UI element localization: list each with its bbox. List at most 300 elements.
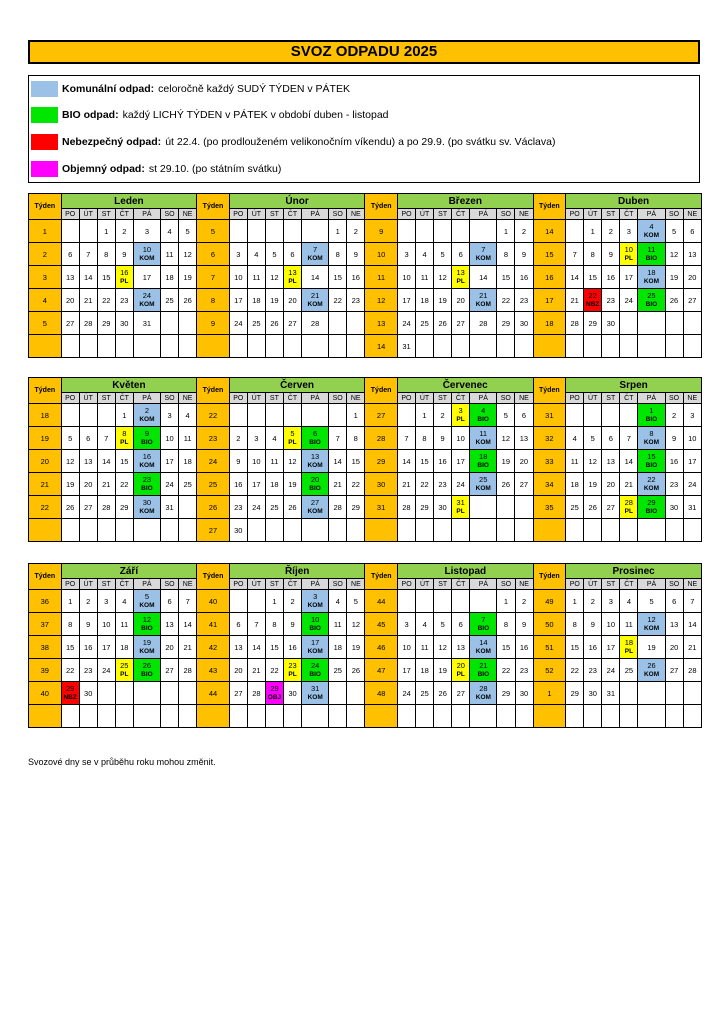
day-cell bbox=[398, 613, 416, 636]
collection-label: PL bbox=[120, 278, 129, 285]
day-cell bbox=[434, 636, 452, 659]
day-number: 22 bbox=[102, 295, 111, 305]
day-cell bbox=[229, 473, 247, 496]
day-header: PO bbox=[566, 209, 584, 220]
day-cell bbox=[602, 590, 620, 613]
collection-day-pl bbox=[452, 496, 470, 519]
day-number: 4 bbox=[422, 249, 427, 259]
day-cell bbox=[97, 682, 115, 705]
day-cell bbox=[452, 289, 470, 312]
legend-row-nbz bbox=[31, 133, 555, 151]
day-cell bbox=[79, 266, 97, 289]
day-header: SO bbox=[665, 579, 683, 590]
day-cell bbox=[434, 312, 452, 335]
week-row bbox=[29, 473, 702, 496]
day-cell bbox=[247, 450, 265, 473]
day-number: 18 bbox=[479, 452, 488, 461]
day-cell bbox=[602, 404, 620, 427]
day-number: 5 bbox=[440, 619, 445, 629]
day-cell bbox=[515, 636, 533, 659]
collection-label: PL bbox=[288, 439, 297, 446]
day-cell bbox=[133, 705, 160, 728]
day-number: 19 bbox=[669, 272, 679, 282]
week-number: 31 bbox=[533, 404, 566, 427]
day-number: 28 bbox=[183, 665, 192, 675]
day-cell bbox=[497, 473, 515, 496]
day-number: 17 bbox=[624, 272, 633, 282]
month-name-srpen: Srpen bbox=[566, 378, 702, 393]
day-header: PÁ bbox=[302, 209, 329, 220]
day-number: 14 bbox=[479, 638, 488, 647]
day-cell bbox=[665, 312, 683, 335]
day-cell bbox=[302, 266, 329, 289]
day-cell bbox=[133, 312, 160, 335]
day-cell bbox=[347, 427, 365, 450]
collection-label: PL bbox=[456, 508, 465, 515]
day-cell bbox=[584, 335, 602, 358]
day-number: 18 bbox=[183, 456, 192, 466]
day-cell bbox=[329, 427, 347, 450]
day-cell bbox=[470, 496, 497, 519]
day-cell bbox=[115, 289, 133, 312]
day-number: 9 bbox=[122, 249, 127, 259]
day-number: 19 bbox=[501, 456, 510, 466]
day-cell bbox=[97, 496, 115, 519]
day-number: 29 bbox=[120, 502, 129, 512]
day-number: 2 bbox=[122, 226, 127, 236]
collection-day-kom bbox=[638, 659, 665, 682]
day-number: 24 bbox=[624, 295, 633, 305]
week-number: 13 bbox=[365, 312, 398, 335]
week-number: 34 bbox=[533, 473, 566, 496]
day-number: 19 bbox=[588, 479, 597, 489]
day-cell bbox=[584, 450, 602, 473]
week-row bbox=[29, 519, 702, 542]
day-header: ČT bbox=[115, 209, 133, 220]
day-cell bbox=[329, 636, 347, 659]
day-number: 23 bbox=[288, 661, 297, 670]
day-cell bbox=[265, 266, 283, 289]
week-number: 46 bbox=[365, 636, 398, 659]
day-cell bbox=[61, 705, 79, 728]
day-cell bbox=[265, 496, 283, 519]
day-cell bbox=[61, 613, 79, 636]
day-number: 25 bbox=[120, 661, 129, 670]
day-cell bbox=[416, 312, 434, 335]
collection-day-nbz bbox=[61, 682, 79, 705]
week-row bbox=[29, 450, 702, 473]
collection-label: BIO bbox=[141, 439, 153, 446]
day-cell bbox=[247, 519, 265, 542]
day-header: ÚT bbox=[247, 393, 265, 404]
day-number: 28 bbox=[570, 318, 579, 328]
week-number: 6 bbox=[197, 243, 230, 266]
day-header: ST bbox=[434, 579, 452, 590]
day-cell bbox=[497, 220, 515, 243]
collection-label: BIO bbox=[309, 625, 321, 632]
day-header: PÁ bbox=[470, 579, 497, 590]
day-number: 11 bbox=[479, 429, 488, 438]
day-header: ST bbox=[265, 209, 283, 220]
day-header: NE bbox=[347, 209, 365, 220]
day-number: 6 bbox=[672, 596, 677, 606]
day-cell bbox=[470, 519, 497, 542]
day-cell bbox=[683, 705, 701, 728]
day-number: 21 bbox=[183, 642, 192, 652]
day-number: 16 bbox=[519, 272, 529, 282]
day-number: 30 bbox=[234, 525, 243, 535]
collection-day-bio bbox=[638, 450, 665, 473]
day-header: SO bbox=[665, 393, 683, 404]
collection-day-kom bbox=[133, 450, 160, 473]
day-header: ST bbox=[434, 393, 452, 404]
day-number: 12 bbox=[438, 642, 447, 652]
month-name-rijen: Říjen bbox=[229, 564, 365, 579]
day-cell bbox=[434, 590, 452, 613]
day-number: 19 bbox=[647, 642, 656, 652]
day-cell bbox=[584, 659, 602, 682]
day-number: 21 bbox=[479, 661, 488, 670]
day-number: 7 bbox=[313, 245, 318, 254]
day-number: 18 bbox=[333, 642, 342, 652]
day-cell bbox=[79, 496, 97, 519]
day-number: 21 bbox=[402, 479, 411, 489]
day-cell bbox=[602, 450, 620, 473]
day-cell bbox=[665, 473, 683, 496]
collection-day-kom bbox=[470, 427, 497, 450]
day-cell bbox=[161, 427, 179, 450]
day-cell bbox=[397, 404, 415, 427]
day-cell bbox=[179, 473, 197, 496]
day-cell bbox=[97, 613, 115, 636]
day-cell bbox=[265, 450, 283, 473]
day-number: 20 bbox=[456, 661, 465, 670]
day-number: 13 bbox=[234, 642, 243, 652]
day-cell bbox=[665, 427, 683, 450]
day-cell bbox=[179, 682, 197, 705]
day-cell bbox=[566, 266, 584, 289]
day-number: 28 bbox=[688, 665, 697, 675]
day-number: 14 bbox=[102, 456, 111, 466]
day-cell bbox=[161, 266, 179, 289]
day-number: 30 bbox=[519, 688, 529, 698]
day-cell bbox=[79, 450, 97, 473]
month-name-zari: Září bbox=[61, 564, 197, 579]
week-row bbox=[29, 220, 702, 243]
day-number: 13 bbox=[65, 272, 75, 282]
day-cell bbox=[302, 220, 329, 243]
day-cell bbox=[566, 220, 584, 243]
day-header: SO bbox=[665, 209, 683, 220]
collection-day-bio bbox=[470, 613, 497, 636]
collection-label: KOM bbox=[139, 255, 155, 262]
day-cell bbox=[566, 427, 584, 450]
week-number: 36 bbox=[29, 590, 62, 613]
day-number: 21 bbox=[624, 479, 633, 489]
day-number: 16 bbox=[519, 642, 529, 652]
day-cell bbox=[584, 312, 602, 335]
collection-day-kom bbox=[470, 636, 497, 659]
day-cell bbox=[497, 335, 515, 358]
day-number: 19 bbox=[351, 642, 361, 652]
day-number: 9 bbox=[440, 433, 445, 443]
day-number: 1 bbox=[272, 596, 277, 606]
day-header: NE bbox=[515, 393, 533, 404]
day-cell bbox=[566, 289, 584, 312]
day-number: 4 bbox=[272, 433, 277, 443]
day-number: 9 bbox=[353, 249, 358, 259]
week-number bbox=[533, 335, 566, 358]
month-name-kveten: Květen bbox=[61, 378, 197, 393]
day-number: 15 bbox=[588, 272, 597, 282]
day-number: 15 bbox=[102, 272, 111, 282]
day-cell bbox=[284, 613, 302, 636]
legend-label-obj: Objemný odpad: bbox=[62, 163, 145, 175]
collection-label: BIO bbox=[477, 671, 490, 678]
day-cell bbox=[115, 404, 133, 427]
day-header: SO bbox=[161, 393, 179, 404]
day-cell bbox=[665, 636, 683, 659]
day-cell bbox=[265, 636, 283, 659]
day-number: 3 bbox=[144, 226, 150, 236]
week-row bbox=[29, 243, 702, 266]
collection-label: KOM bbox=[643, 278, 660, 285]
day-number: 20 bbox=[669, 642, 679, 652]
day-cell bbox=[79, 659, 97, 682]
collection-label: BIO bbox=[477, 462, 489, 469]
day-number: 7 bbox=[254, 619, 259, 629]
day-cell bbox=[416, 243, 434, 266]
day-header: PÁ bbox=[302, 579, 329, 590]
day-number: 15 bbox=[333, 272, 342, 282]
day-number: 24 bbox=[688, 479, 697, 489]
day-number: 21 bbox=[102, 479, 111, 489]
collection-day-kom bbox=[133, 243, 160, 266]
day-number: 10 bbox=[688, 433, 697, 443]
day-number: 3 bbox=[167, 410, 172, 420]
day-cell bbox=[620, 404, 638, 427]
day-number: 29 bbox=[351, 502, 360, 512]
day-number: 11 bbox=[420, 642, 429, 652]
day-cell bbox=[133, 682, 160, 705]
day-header: ČT bbox=[452, 209, 470, 220]
day-number: 8 bbox=[68, 619, 73, 629]
day-number: 28 bbox=[333, 502, 342, 512]
week-number: 20 bbox=[29, 450, 62, 473]
day-cell bbox=[61, 427, 79, 450]
day-number: 23 bbox=[519, 665, 529, 675]
day-cell bbox=[415, 450, 433, 473]
week-number: 23 bbox=[197, 427, 230, 450]
week-number: 25 bbox=[197, 473, 230, 496]
day-header: ST bbox=[97, 209, 115, 220]
day-header: ČT bbox=[620, 393, 638, 404]
day-cell bbox=[97, 519, 115, 542]
day-cell bbox=[398, 289, 416, 312]
day-cell bbox=[584, 705, 602, 728]
day-cell bbox=[229, 705, 247, 728]
day-number: 25 bbox=[333, 665, 342, 675]
day-cell bbox=[566, 473, 584, 496]
collection-label: KOM bbox=[475, 439, 491, 446]
day-cell bbox=[265, 659, 283, 682]
day-number: 11 bbox=[252, 272, 261, 282]
day-cell bbox=[247, 404, 265, 427]
day-number: 20 bbox=[234, 665, 243, 675]
day-cell bbox=[452, 473, 470, 496]
collection-label: BIO bbox=[309, 439, 321, 446]
day-header: ÚT bbox=[416, 209, 434, 220]
day-cell bbox=[283, 519, 301, 542]
collection-day-bio bbox=[470, 450, 497, 473]
day-header: NE bbox=[179, 209, 197, 220]
day-cell bbox=[584, 636, 602, 659]
day-number: 4 bbox=[649, 222, 654, 231]
day-cell bbox=[329, 335, 347, 358]
day-number: 20 bbox=[606, 479, 615, 489]
day-header: SO bbox=[161, 579, 179, 590]
week-header: Týden bbox=[197, 564, 230, 590]
week-number: 9 bbox=[197, 312, 230, 335]
day-cell bbox=[398, 659, 416, 682]
day-cell bbox=[115, 496, 133, 519]
day-number: 18 bbox=[420, 295, 429, 305]
day-cell bbox=[515, 266, 533, 289]
week-number: 14 bbox=[533, 220, 566, 243]
day-cell bbox=[229, 590, 247, 613]
day-number: 26 bbox=[501, 479, 510, 489]
day-cell bbox=[398, 636, 416, 659]
day-number: 2 bbox=[608, 226, 613, 236]
day-number: 22 bbox=[65, 665, 75, 675]
day-cell bbox=[61, 519, 79, 542]
day-cell bbox=[497, 659, 515, 682]
day-number: 9 bbox=[671, 433, 677, 443]
day-number: 20 bbox=[65, 295, 75, 305]
day-number: 15 bbox=[420, 456, 429, 466]
day-number: 7 bbox=[86, 249, 91, 259]
day-number: 10 bbox=[402, 642, 411, 652]
day-cell bbox=[683, 613, 701, 636]
day-number: 8 bbox=[572, 619, 577, 629]
day-number: 8 bbox=[590, 249, 595, 259]
day-number: 4 bbox=[254, 249, 259, 259]
day-cell bbox=[665, 450, 683, 473]
day-cell bbox=[638, 682, 665, 705]
day-number: 5 bbox=[590, 433, 595, 443]
day-number: 25 bbox=[420, 318, 429, 328]
day-header: ČT bbox=[283, 393, 301, 404]
collection-day-kom bbox=[470, 473, 497, 496]
day-cell bbox=[515, 659, 533, 682]
day-cell bbox=[265, 519, 283, 542]
day-number: 27 bbox=[310, 498, 320, 507]
day-cell bbox=[620, 335, 638, 358]
day-cell bbox=[229, 266, 247, 289]
day-number: 29 bbox=[65, 684, 75, 693]
day-cell bbox=[434, 450, 452, 473]
day-cell bbox=[79, 473, 97, 496]
day-number: 10 bbox=[142, 245, 152, 254]
day-cell bbox=[398, 682, 416, 705]
day-number: 13 bbox=[456, 268, 465, 277]
week-number: 18 bbox=[29, 404, 62, 427]
day-number: 23 bbox=[351, 295, 360, 305]
day-number: 30 bbox=[288, 688, 297, 698]
day-cell bbox=[179, 404, 197, 427]
collection-day-kom bbox=[638, 427, 665, 450]
day-number: 10 bbox=[624, 245, 633, 254]
day-cell bbox=[397, 427, 415, 450]
day-cell bbox=[397, 496, 415, 519]
day-cell bbox=[97, 450, 115, 473]
day-number: 8 bbox=[122, 429, 127, 438]
day-number: 6 bbox=[312, 429, 318, 438]
day-cell bbox=[602, 266, 620, 289]
day-header: PO bbox=[229, 579, 247, 590]
day-cell bbox=[683, 473, 701, 496]
week-number: 7 bbox=[197, 266, 230, 289]
day-cell bbox=[61, 404, 79, 427]
day-cell bbox=[638, 312, 665, 335]
day-number: 16 bbox=[142, 452, 152, 461]
day-number: 12 bbox=[270, 272, 279, 282]
day-cell bbox=[329, 220, 347, 243]
day-number: 1 bbox=[353, 410, 358, 420]
collection-day-kom bbox=[133, 404, 160, 427]
day-number: 17 bbox=[252, 479, 261, 489]
week-number: 22 bbox=[197, 404, 230, 427]
day-number: 9 bbox=[236, 456, 241, 466]
day-cell bbox=[61, 636, 79, 659]
day-cell bbox=[229, 220, 247, 243]
legend-swatch-bio bbox=[31, 107, 58, 123]
day-number: 20 bbox=[456, 295, 465, 305]
day-header: PO bbox=[398, 579, 416, 590]
day-cell bbox=[161, 705, 179, 728]
day-cell bbox=[115, 220, 133, 243]
week-number: 12 bbox=[365, 289, 398, 312]
day-cell bbox=[247, 289, 265, 312]
day-cell bbox=[665, 289, 683, 312]
collection-label: KOM bbox=[475, 648, 491, 655]
day-cell bbox=[97, 427, 115, 450]
legend-row-kom bbox=[31, 80, 350, 98]
day-number: 12 bbox=[438, 272, 447, 282]
day-number: 13 bbox=[165, 619, 174, 629]
day-cell bbox=[638, 636, 665, 659]
collection-label: KOM bbox=[643, 232, 660, 239]
day-cell bbox=[179, 335, 197, 358]
week-number: 28 bbox=[365, 427, 398, 450]
collection-label: BIO bbox=[477, 416, 489, 423]
day-header: ÚT bbox=[247, 209, 265, 220]
day-number: 4 bbox=[167, 226, 172, 236]
day-cell bbox=[683, 404, 701, 427]
day-cell bbox=[416, 659, 434, 682]
day-number: 23 bbox=[669, 479, 679, 489]
day-cell bbox=[329, 682, 347, 705]
day-header: ST bbox=[602, 209, 620, 220]
week-number: 32 bbox=[533, 427, 566, 450]
day-number: 26 bbox=[65, 502, 75, 512]
day-cell bbox=[283, 404, 301, 427]
day-number: 26 bbox=[438, 318, 447, 328]
day-cell bbox=[247, 590, 265, 613]
week-number: 42 bbox=[197, 636, 230, 659]
day-cell bbox=[161, 659, 179, 682]
day-cell bbox=[265, 613, 283, 636]
